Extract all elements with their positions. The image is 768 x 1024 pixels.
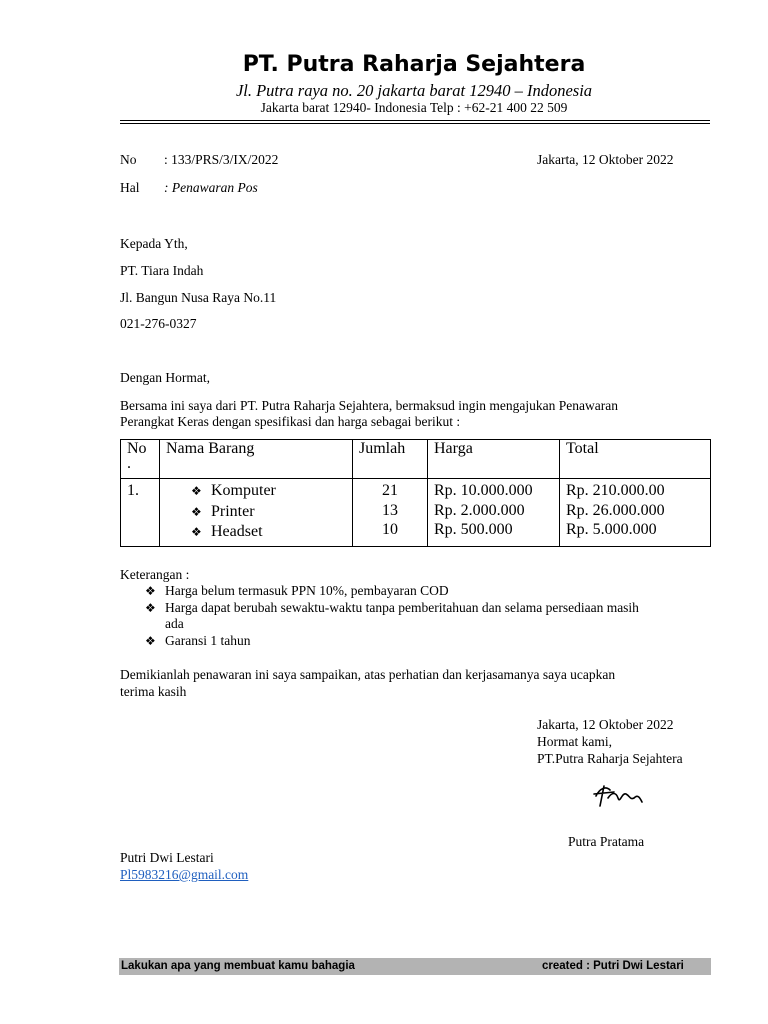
- item-total: Rp. 210.000.00: [566, 482, 665, 499]
- table-header-row: [121, 440, 711, 479]
- table-row: [121, 479, 711, 547]
- item-price: Rp. 10.000.000: [434, 482, 533, 499]
- item-price: Rp. 2.000.000: [434, 501, 525, 519]
- price-table: [120, 439, 711, 547]
- note-text: Harga belum termasuk PPN 10%, pembayaran COD: [165, 583, 449, 598]
- note-item: [145, 600, 639, 616]
- item-total: Rp. 26.000.000: [566, 501, 665, 519]
- subject: : Penawaran Pos: [164, 180, 258, 195]
- diamond-bullet-icon: ❖: [145, 601, 156, 615]
- diamond-bullet-icon: ❖: [191, 525, 202, 539]
- item-names: [160, 479, 353, 547]
- item-quantities: [353, 479, 428, 547]
- item-qty: 10: [382, 521, 398, 538]
- note-item: [145, 633, 250, 649]
- signer-name: Putra Pratama: [568, 834, 645, 849]
- intro-line-2: Perangkat Keras dengan spesifikasi dan harga sebagai berikut :: [120, 414, 461, 429]
- list-item: [166, 502, 346, 523]
- header-qty: Jumlah: [353, 440, 428, 479]
- greeting: Dengan Hormat,: [120, 370, 210, 385]
- company-name: PT. Putra Raharja Sejahtera: [242, 52, 586, 77]
- header-price: Harga: [428, 440, 560, 479]
- note-text: Garansi 1 tahun: [165, 633, 251, 648]
- item-prices: [428, 479, 560, 547]
- header-no: [121, 440, 160, 479]
- signoff-regards: Hormat kami,: [537, 734, 612, 749]
- signoff-company: PT.Putra Raharja Sejahtera: [537, 751, 683, 766]
- item-price: Rp. 500.000: [434, 521, 513, 538]
- footer-credit: created : Putri Dwi Lestari: [542, 960, 684, 972]
- sender-name: Putri Dwi Lestari: [120, 850, 214, 865]
- diamond-bullet-icon: ❖: [145, 634, 156, 648]
- note-text: Harga dapat berubah sewaktu-waktu tanpa pemberitahuan dan selama persediaan masih: [165, 600, 639, 615]
- item-name: Headset: [211, 523, 263, 540]
- diamond-bullet-icon: ❖: [191, 504, 202, 519]
- letter-number: : 133/PRS/3/IX/2022: [164, 152, 279, 167]
- row-no: 1.: [121, 479, 160, 547]
- item-name: Komputer: [211, 482, 276, 499]
- recipient-salutation: Kepada Yth,: [120, 236, 188, 251]
- closing-line-1: Demikianlah penawaran ini saya sampaikan, atas perhatian dan kerjasamanya saya ucapkan: [120, 667, 616, 682]
- note-text-continued: ada: [165, 616, 184, 631]
- header-no-text: No: [127, 440, 147, 457]
- item-qty: 21: [382, 482, 398, 499]
- recipient-phone: 021-276-0327: [120, 316, 197, 331]
- closing-line-2: terima kasih: [120, 684, 187, 699]
- notes-title: Keterangan :: [120, 567, 190, 582]
- subject-label: Hal: [120, 180, 140, 195]
- header-no-dot: .: [127, 455, 131, 472]
- recipient-name: PT. Tiara Indah: [120, 263, 204, 278]
- diamond-bullet-icon: ❖: [145, 584, 156, 598]
- item-total: Rp. 5.000.000: [566, 521, 657, 538]
- note-item: [145, 583, 449, 599]
- letter-number-label: No: [120, 152, 137, 167]
- intro-line-1: Bersama ini saya dari PT. Putra Raharja Sejahtera, bermaksud ingin mengajukan Penawaran: [120, 398, 618, 413]
- item-totals: [560, 479, 711, 547]
- header-divider: [120, 120, 710, 124]
- item-name: Printer: [211, 502, 255, 520]
- letter-date: Jakarta, 12 Oktober 2022: [537, 152, 674, 167]
- list-item: [166, 522, 346, 543]
- company-contact: Jakarta barat 12940- Indonesia Telp : +62-21 400 22 509: [260, 100, 568, 115]
- diamond-bullet-icon: ❖: [191, 484, 202, 498]
- signoff-date: Jakarta, 12 Oktober 2022: [537, 717, 674, 732]
- item-qty: 13: [382, 501, 398, 519]
- sender-email-link[interactable]: Pl5983216@gmail.com: [120, 867, 249, 882]
- footer-motto: Lakukan apa yang membuat kamu bahagia: [121, 960, 355, 972]
- recipient-address: Jl. Bangun Nusa Raya No.11: [120, 290, 277, 305]
- header-name: Nama Barang: [160, 440, 353, 479]
- list-item: [166, 481, 346, 502]
- signature-icon: [590, 782, 650, 812]
- header-total: Total: [560, 440, 711, 479]
- company-address: Jl. Putra raya no. 20 jakarta barat 12940 – Indonesia: [235, 81, 593, 100]
